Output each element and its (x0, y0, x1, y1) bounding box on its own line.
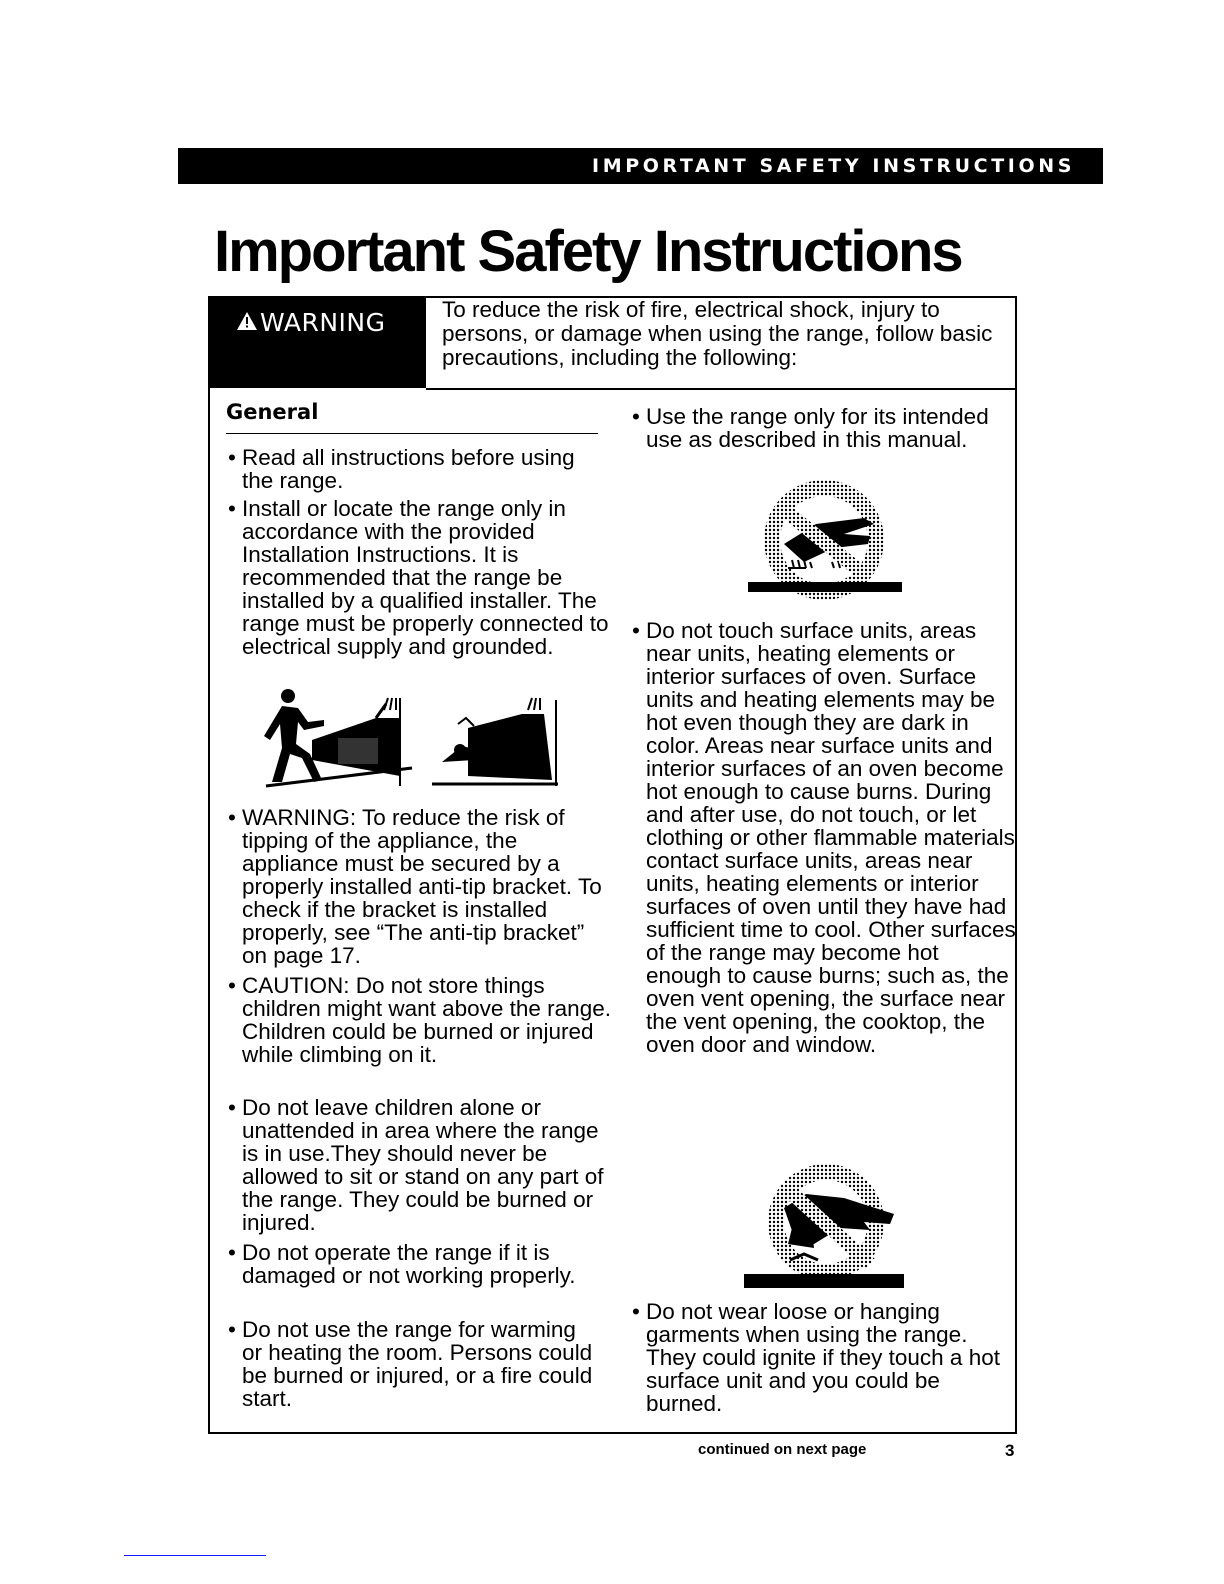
section-heading-general: General (226, 400, 319, 424)
list-item: • Do not use the range for warming or heating the room. Persons could be burned or injured, or a fire could start. (228, 1318, 602, 1410)
list-item: • WARNING: To reduce the risk of tipping of the appliance, the appliance must be secured by a properly installed anti-tip bracket. To check if the bracket is installed properly, see “The anti-tip bracket” on page 17. (228, 806, 612, 967)
list-item: • Read all instructions before using the range. (228, 446, 602, 492)
list-item: • Do not operate the range if it is damaged or not working properly. (228, 1241, 582, 1287)
warning-text: To reduce the risk of fire, electrical shock, injury to persons, or damage when using the range, follow basic precautions, including the following: (442, 297, 993, 370)
list-item: • Use the range only for its intended use as described in this manual. (632, 405, 1016, 451)
continued-note: continued on next page (698, 1441, 867, 1458)
bottom-link-underline (124, 1555, 266, 1556)
list-item: • CAUTION: Do not store things children might want above the range. Children could be burned or injured while climbing on it. (228, 974, 612, 1066)
heading-rule (226, 433, 598, 434)
tipping-range-illustration (252, 688, 564, 794)
list-item: • Do not touch surface units, areas near units, heating elements or interior surfaces of oven. Surface units and heating elements may be hot even though they are dark in color. Areas near surface units and interior surfaces of an oven become hot enough to cause burns. During and after use, do not touch, or let clothing or other flammable materials contact surface units, areas near units, heating elements or interior surfaces of oven until they have had sufficient time to cool. Other surfaces of the range may become hot enough to cause burns; such as, the oven vent opening, the surface near the vent opening, the cooktop, the oven door and window. (632, 619, 1016, 1056)
no-touch-hot-surface-icon (744, 484, 906, 608)
warning-triangle-icon (236, 311, 258, 331)
warning-divider (426, 388, 1015, 390)
page-title: Important Safety Instructions (214, 219, 962, 284)
no-touch-oven-interior-icon (744, 1168, 906, 1292)
page-number: 3 (1005, 1441, 1015, 1460)
header-band-title: IMPORTANT SAFETY INSTRUCTIONS (592, 155, 1075, 177)
warning-label (208, 296, 426, 388)
header-band (178, 148, 1103, 184)
list-item: • Do not wear loose or hanging garments when using the range. They could ignite if they touch a hot surface unit and you could be burned. (632, 1300, 1016, 1415)
list-item: • Do not leave children alone or unattended in area where the range is in use.They should never be allowed to sit or stand on any part of the range. They could be burned or injured. (228, 1096, 612, 1234)
list-item: • Install or locate the range only in accordance with the provided Installation Instructions. It is recommended that the range be installed by a qualified installer. The range must be properly connected to electrical supply and grounded. (228, 497, 612, 658)
warning-label-text: WARNING (260, 308, 386, 337)
